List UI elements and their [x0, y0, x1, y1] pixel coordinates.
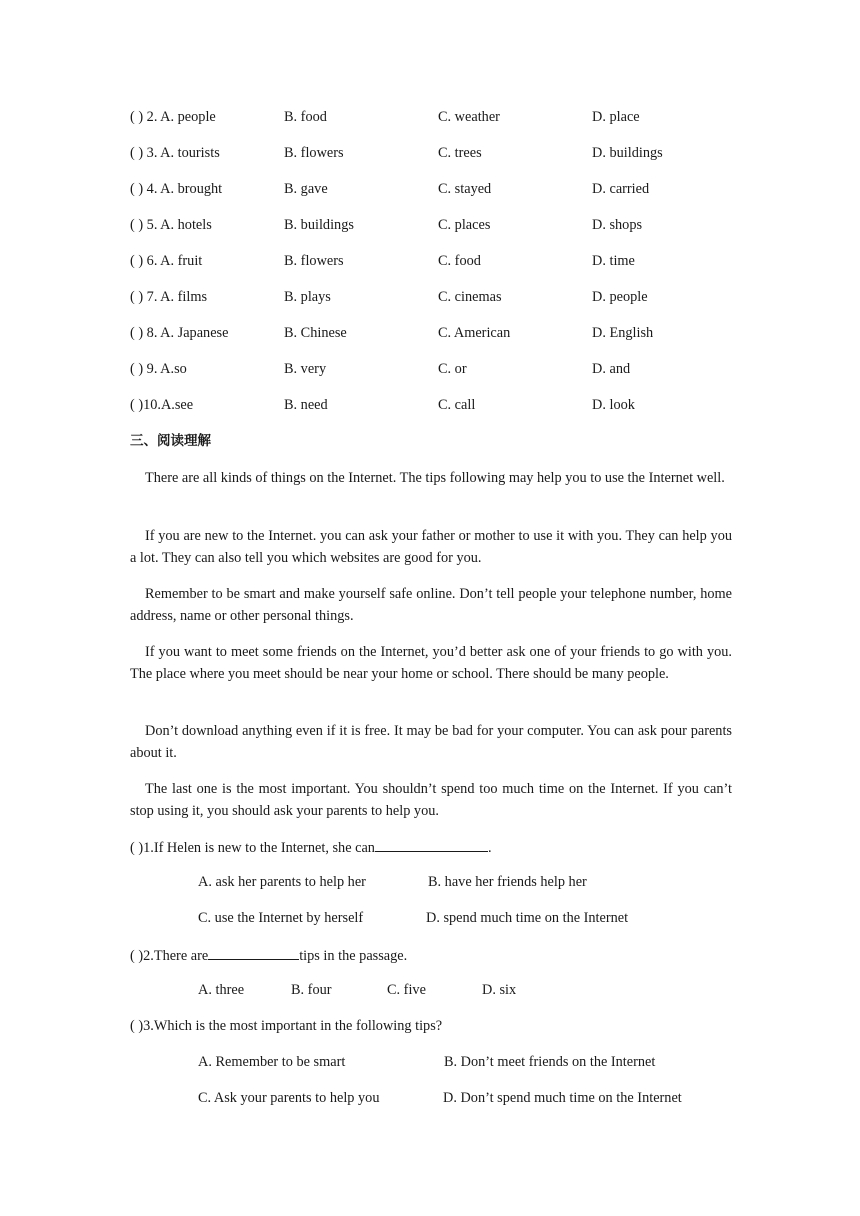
answer-option: D. six	[482, 982, 517, 998]
section-heading: 三、阅读理解	[130, 433, 211, 449]
cloze-option-b: B. plays	[284, 289, 331, 305]
cloze-option-d: D. English	[592, 325, 654, 341]
answer-parentheses: ( )	[130, 1018, 144, 1034]
answer-option: A. Remember to be smart	[198, 1054, 346, 1070]
cloze-question-number: ( ) 3. A. tourists	[130, 145, 220, 161]
answer-blank	[375, 837, 488, 852]
cloze-option-b: B. flowers	[284, 145, 344, 161]
question-text: 1.If Helen is new to the Internet, she can	[143, 840, 375, 856]
passage-paragraph: If you are new to the Internet. you can ask your father or mother to use it with you. They can help you a lot. They can also tell you which websites are good for you.	[130, 528, 732, 566]
question-text: 3.Which is the most important in the following tips?	[143, 1018, 443, 1034]
answer-option: C. Ask your parents to help you	[198, 1090, 380, 1106]
cloze-option-d: D. buildings	[592, 145, 663, 161]
cloze-option-d: D. place	[592, 109, 640, 125]
cloze-option-c: C. cinemas	[438, 289, 502, 305]
passage-paragraph: There are all kinds of things on the Internet. The tips following may help you to use the Internet well.	[145, 470, 725, 486]
question-text-end: .	[487, 840, 492, 856]
cloze-option-d: D. and	[592, 361, 631, 377]
passage-paragraph: If you want to meet some friends on the Internet, you’d better ask one of your friends to go with you. The place where you meet should be near your home or school. There should be many people.	[130, 644, 732, 682]
cloze-question-number: ( ) 8. A. Japanese	[130, 325, 229, 341]
question-stem	[130, 1017, 442, 1035]
cloze-option-b: B. buildings	[284, 217, 354, 233]
cloze-question-number: ( ) 9. A.so	[130, 361, 187, 377]
cloze-option-c: C. American	[438, 325, 511, 341]
cloze-option-b: B. gave	[284, 181, 328, 197]
cloze-question-number: ( ) 2. A. people	[130, 109, 216, 125]
cloze-option-c: C. trees	[438, 145, 482, 161]
cloze-option-c: C. call	[438, 397, 476, 413]
passage-paragraph: The last one is the most important. You shouldn’t spend too much time on the Internet. If you can’t stop using it, you should ask your parents to help you.	[130, 781, 732, 819]
cloze-option-c: C. food	[438, 253, 481, 269]
answer-option: B. have her friends help her	[428, 874, 587, 890]
answer-option: A. ask her parents to help her	[198, 874, 366, 890]
cloze-option-c: C. stayed	[438, 181, 492, 197]
answer-option: D. spend much time on the Internet	[426, 910, 629, 926]
answer-option: B. four	[291, 982, 332, 998]
cloze-option-d: D. time	[592, 253, 635, 269]
cloze-question-number: ( ) 5. A. hotels	[130, 217, 212, 233]
cloze-question-number: ( ) 4. A. brought	[130, 181, 223, 197]
cloze-question-number: ( )10.A.see	[130, 397, 194, 413]
passage-paragraph: Remember to be smart and make yourself safe online. Don’t tell people your telephone number, home address, name or other personal things.	[130, 586, 732, 624]
answer-blank	[208, 945, 299, 960]
cloze-option-b: B. very	[284, 361, 327, 377]
cloze-option-c: C. places	[438, 217, 491, 233]
answer-parentheses: ( )	[130, 948, 144, 964]
cloze-option-d: D. shops	[592, 217, 643, 233]
answer-option: C. use the Internet by herself	[198, 910, 364, 926]
answer-option: A. three	[198, 982, 245, 998]
cloze-option-c: C. or	[438, 361, 467, 377]
answer-option: B. Don’t meet friends on the Internet	[444, 1054, 656, 1070]
cloze-question-number: ( ) 7. A. films	[130, 289, 208, 305]
question-stem	[130, 945, 407, 965]
cloze-option-b: B. need	[284, 397, 328, 413]
question-stem	[130, 837, 492, 857]
cloze-option-c: C. weather	[438, 109, 500, 125]
question-text-end: tips in the passage.	[299, 948, 408, 964]
answer-parentheses: ( )	[130, 840, 144, 856]
cloze-question-number: ( ) 6. A. fruit	[130, 253, 203, 269]
cloze-option-d: D. look	[592, 397, 635, 413]
cloze-option-d: D. carried	[592, 181, 650, 197]
cloze-option-b: B. flowers	[284, 253, 344, 269]
cloze-option-d: D. people	[592, 289, 648, 305]
question-text: 2.There are	[143, 948, 209, 964]
answer-option: C. five	[387, 982, 426, 998]
cloze-option-b: B. food	[284, 109, 327, 125]
answer-option: D. Don’t spend much time on the Internet	[443, 1090, 682, 1106]
passage-paragraph: Don’t download anything even if it is free. It may be bad for your computer. You can ask pour parents about it.	[130, 723, 732, 761]
cloze-option-b: B. Chinese	[284, 325, 347, 341]
